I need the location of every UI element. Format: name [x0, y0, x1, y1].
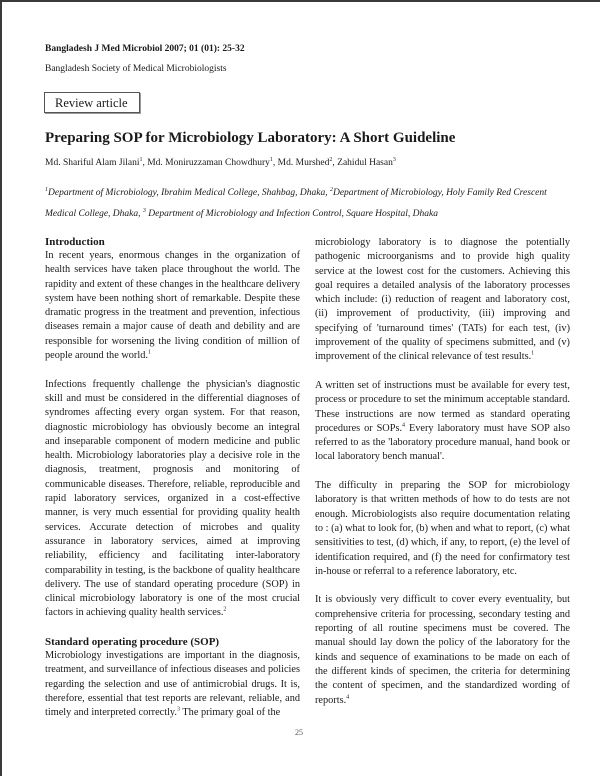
article-type-badge: Review article — [44, 92, 140, 113]
author-list: Md. Shariful Alam Jilani$^1$, Md. Moniruzzaman Chowdhury$^1$, Md. Murshed$^2$, Zahidul Hasan$^3$ — [45, 156, 396, 168]
citation-ref: 1 — [147, 349, 151, 356]
citation-ref: 4 — [402, 422, 406, 429]
affil-marker: 1 — [139, 156, 143, 163]
society-name: Bangladesh Society of Medical Microbiologists — [45, 64, 227, 74]
affil-marker: 3 — [392, 156, 396, 163]
author-name: Md. Murshed — [277, 158, 330, 168]
author-name: Md. Shariful Alam Jilani — [45, 158, 140, 168]
paragraph-text: It is obviously very difficult to cover every eventuality, but comprehensive criteria for processing, secondary testing and reporting of all routine specimens must be covered. The manual should lay down the policy of the laboratory for the kinds and sequence of examinations to be made on each of the different kinds of specimen, the criteria for determining the content of specimen, and the standardized wording of reports. — [315, 594, 570, 706]
paragraph-text: A written set of instructions must be available for every test, process or procedure to set the minimum acceptable standard. These instructions are now termed as standard operating procedures or SOPs. — [315, 379, 570, 434]
section-heading-sop: Standard operating procedure (SOP) — [45, 636, 220, 649]
paragraph — [315, 593, 570, 707]
page-number: 25 — [295, 728, 303, 737]
paragraph-text: The primary goal of the — [180, 707, 281, 719]
citation-ref: 4 — [346, 694, 350, 701]
citation-ref: 1 — [531, 350, 535, 357]
right-column — [315, 236, 570, 722]
affiliations — [45, 183, 565, 225]
left-column — [45, 235, 300, 735]
paragraph — [45, 649, 300, 720]
affil-marker: 1 — [269, 156, 273, 163]
affiliation-text: Department of Microbiology, Ibrahim Medical College, Shahbag, Dhaka, — [48, 188, 330, 198]
affil-number: 3 — [142, 207, 146, 214]
affil-marker: 2 — [329, 156, 333, 163]
paragraph-text: Infections frequently challenge the physician's diagnostic skill and must be considered in the differential diagnoses of syndromes affecting every organ system. For that reason, diagnostic microbiology has obviously become an integral and inseparable component of modern medicine and public health. Microbiology laboratories play a decisive role in the diagnosis, treatment, prognosis and monitoring of communicable diseases. Therefore, reliable, reproducible and rapid laboratory services, organized in a cost-effective manner, is very much essential for providing quality health services. Accurate detection of microbes and quality assurance in laboratory services, aimed at improving reliability, efficiency and facilitating inter-laboratory comparability in testing, is the backbone of quality healthcare delivery. The use of standard operating procedure (SOP) in clinical microbiology laboratory is one of the most crucial factors in achieving quality health services. — [45, 378, 300, 619]
paragraph-text: The difficulty in preparing the SOP for microbiology laboratory is that written methods of how to do tests are not enough. Microbiologists also require documentation relating to : (a) what to look for, (b) when and what to report, (c) what sensitivities to test, (d) which, if any, to report, (e) the level of identification required, and (f) the need for confirmatory test in-house or referral to a reference laboratory, etc. — [315, 480, 570, 577]
citation-ref: 3 — [177, 706, 180, 713]
journal-citation: Bangladesh J Med Microbiol 2007; 01 (01): 25-32 — [45, 44, 245, 54]
citation-ref: 2 — [223, 607, 227, 613]
paragraph — [315, 479, 570, 579]
author-name: Zahidul Hasan — [337, 158, 393, 168]
paragraph-text: microbiology laboratory is to diagnose the potentially pathogenic microorganisms and to provide high quality service at the lowest cost for the customers. Achieving this goal requires a detailed analysis of the laboratory processes which include: (i) reduction of reagent and laboratory cost, (ii) improvement of productivity, (iii) improving and specifying of 'turnaround times' (TATs) for each test, (iv) improvement of the quality of specimens submitted, and (v) improvement of the clinical relevance of test results. — [315, 237, 570, 363]
paragraph — [45, 378, 300, 621]
affiliation-text: Department of Microbiology, Holy Family Red Crescent Medical College, Dhaka, — [45, 188, 547, 219]
affil-number: 1 — [45, 186, 48, 193]
author-name: Md. Moniruzzaman Chowdhury — [147, 158, 270, 168]
paragraph-text: Every laboratory must have SOP also referred to as the 'laboratory procedure manual, hand book or local laboratory bench manual'. — [315, 422, 570, 463]
paragraph — [315, 379, 570, 465]
paragraph — [315, 236, 570, 365]
paragraph-text: Microbiology investigations are important in the diagnosis, treatment, and surveillance of infectious diseases and policies regarding the selection and use of antimicrobial drugs. It is, therefore, essential that test reports are relevant, reliable, and timely and interpreted correctly. — [45, 650, 300, 719]
section-heading-introduction: Introduction — [45, 236, 105, 248]
paragraph — [45, 249, 300, 363]
article-title: Preparing SOP for Microbiology Laboratory: A Short Guideline — [45, 130, 456, 146]
affil-number: 2 — [329, 186, 333, 193]
affiliation-text: Department of Microbiology and Infection Control, Square Hospital, Dhaka — [145, 209, 438, 219]
paragraph-text: In recent years, enormous changes in the organization of health services have taken place throughout the world. The rapidity and extent of these changes in the healthcare delivery system have been nothing short of remarkable. Despite these dramatic progress in the treatment and prevention, infectious diseases remain a major cause of death and debility and are responsible for worsening the living condition of million of people around the world. — [45, 250, 300, 362]
